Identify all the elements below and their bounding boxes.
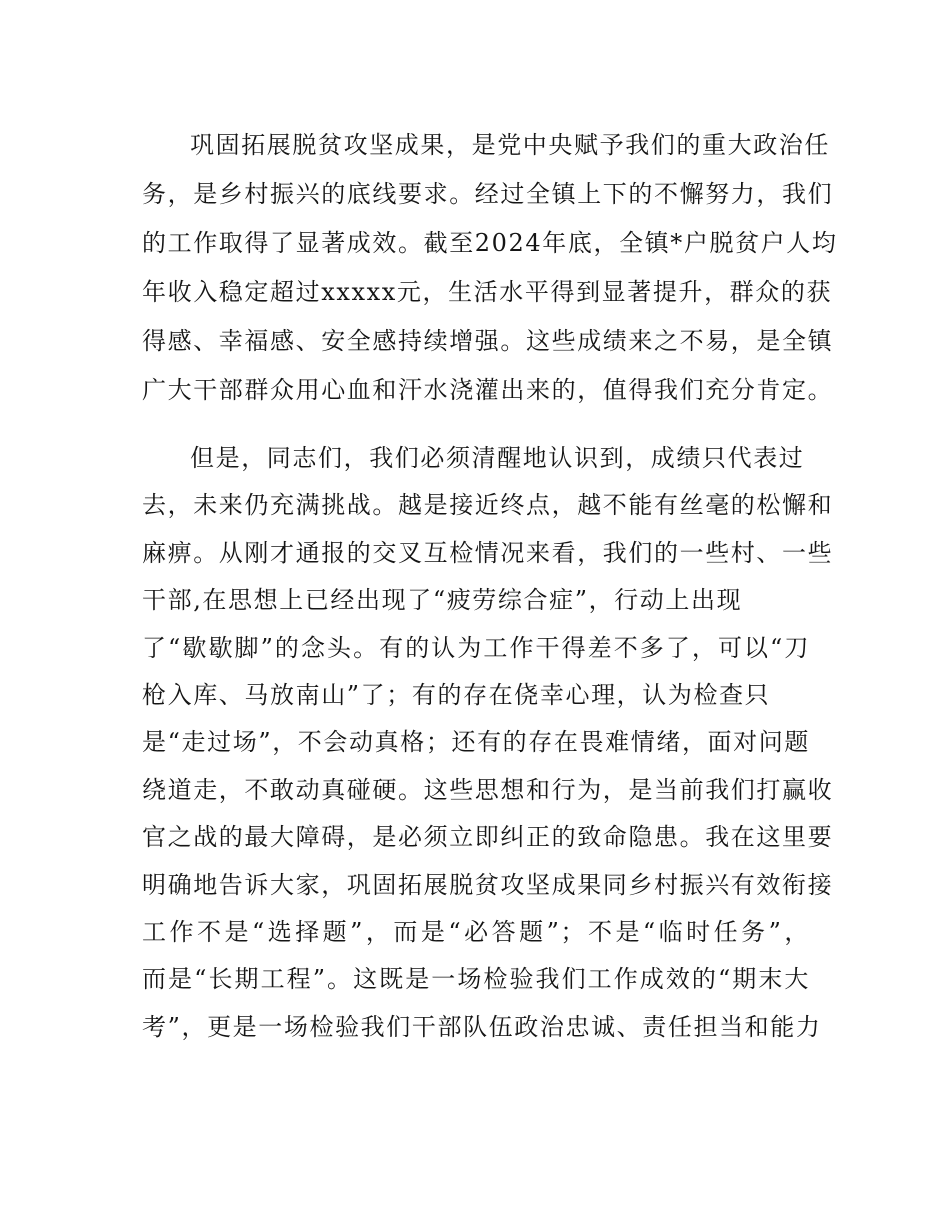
paragraph-line: 了“歇歇脚”的念头。有的认为工作干得差不多了，可以“刀 (142, 634, 810, 662)
paragraph-line: 年收入稳定超过xxxxx元，生活水平得到显著提升，群众的获 (142, 278, 833, 306)
paragraph-line: 考”，更是一场检验我们干部队伍政治忠诚、责任担当和能力 (142, 1013, 822, 1041)
paragraph-line: 干部,在思想上已经出现了“疲劳综合症”，行动上出现 (142, 586, 743, 614)
paragraph-line: 但是，同志们，我们必须清醒地认识到，成绩只代表过 (190, 444, 805, 472)
paragraph-line: 巩固拓展脱贫攻坚成果，是党中央赋予我们的重大政治任 (190, 131, 830, 159)
paragraph-line: 枪入库、马放南山”了；有的存在侥幸心理，认为检查只 (142, 681, 771, 709)
paragraph-line: 得感、幸福感、安全感持续增强。这些成绩来之不易，是全镇 (142, 327, 834, 355)
paragraph-line: 麻痹。从刚才通报的交叉互检情况来看，我们的一些村、一些 (142, 539, 834, 567)
paragraph-line: 工作不是“选择题”，而是“必答题”；不是“临时任务”， (142, 918, 810, 946)
paragraph-line: 官之战的最大障碍，是必须立即纠正的致命隐患。我在这里要 (142, 823, 834, 851)
paragraph-line: 绕道走，不敢动真碰硬。这些思想和行为，是当前我们打赢收 (142, 776, 834, 804)
paragraph-line: 的工作取得了显著成效。截至2024年底，全镇*户脱贫户人均 (142, 229, 838, 257)
paragraph-line: 明确地告诉大家，巩固拓展脱贫攻坚成果同乡村振兴有效衔接 (142, 871, 834, 899)
paragraph-line: 而是“长期工程”。这既是一场检验我们工作成效的“期末大 (142, 965, 810, 993)
paragraph-line: 务，是乡村振兴的底线要求。经过全镇上下的不懈努力，我们 (142, 180, 834, 208)
paragraph-line: 去，未来仍充满挑战。越是接近终点，越不能有丝毫的松懈和 (142, 491, 834, 519)
paragraph-line: 是“走过场”，不会动真格；还有的存在畏难情绪，面对问题 (142, 728, 810, 756)
paragraph-line: 广大干部群众用心血和汗水浇灌出来的，值得我们充分肯定。 (142, 376, 834, 404)
